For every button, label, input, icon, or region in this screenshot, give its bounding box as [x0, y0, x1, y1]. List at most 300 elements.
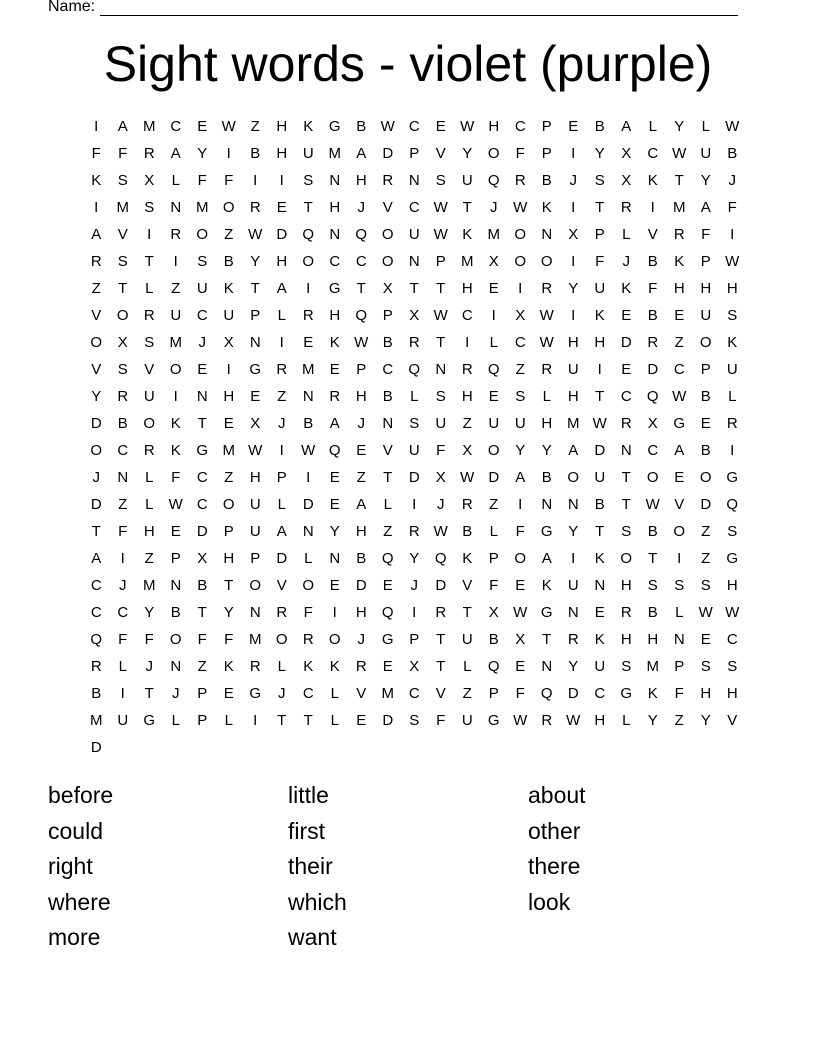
grid-letter: W — [248, 226, 263, 243]
grid-letter: X — [409, 307, 420, 324]
grid-letter: F — [515, 145, 525, 162]
grid-letter: E — [197, 118, 208, 135]
grid-letter: H — [143, 523, 155, 540]
grid-letter: R — [726, 415, 738, 432]
grid-letter: Y — [568, 658, 579, 675]
grid-letter: K — [170, 415, 181, 432]
grid-letter: B — [117, 415, 128, 432]
grid-letter: H — [700, 685, 712, 702]
grid-letter: J — [437, 496, 445, 513]
grid-letter: V — [435, 145, 446, 162]
grid-letter: M — [143, 118, 156, 135]
grid-letter: S — [117, 172, 128, 189]
grid-letter: R — [302, 631, 314, 648]
grid-letter: D — [90, 739, 102, 756]
grid-letter: M — [196, 199, 209, 216]
grid-letter: I — [306, 469, 311, 486]
grid-letter: I — [332, 604, 337, 621]
grid-letter: F — [515, 685, 525, 702]
grid-letter: T — [595, 199, 605, 216]
name-field — [48, 0, 738, 16]
grid-letter: R — [143, 307, 155, 324]
grid-letter: O — [302, 577, 315, 594]
grid-letter: L — [171, 172, 180, 189]
grid-letter: J — [145, 658, 153, 675]
grid-letter: H — [223, 550, 235, 567]
grid-letter: L — [542, 388, 551, 405]
grid-letter: P — [488, 550, 499, 567]
grid-letter: M — [143, 577, 156, 594]
grid-letter: Q — [381, 550, 394, 567]
grid-letter: W — [566, 712, 581, 729]
grid-letter: A — [674, 442, 685, 459]
grid-letter: B — [197, 577, 208, 594]
grid-letter: X — [197, 550, 208, 567]
grid-letter: I — [226, 145, 231, 162]
grid-letter: I — [412, 496, 417, 513]
grid-letter: Z — [515, 361, 525, 378]
grid-letter: I — [120, 550, 125, 567]
grid-letter: O — [567, 469, 580, 486]
grid-letter: U — [461, 172, 473, 189]
grid-letter: L — [675, 604, 684, 621]
grid-letter: E — [515, 577, 526, 594]
grid-letter: G — [673, 415, 686, 432]
grid-letter: W — [725, 604, 740, 621]
grid-letter: R — [249, 199, 261, 216]
grid-letter: Q — [726, 496, 739, 513]
grid-letter: O — [487, 145, 500, 162]
grid-letter: O — [540, 253, 553, 270]
grid-letter: W — [433, 307, 448, 324]
grid-letter: Z — [356, 469, 366, 486]
grid-letter: E — [515, 658, 526, 675]
grid-letter: Z — [277, 388, 287, 405]
grid-letter: R — [620, 604, 632, 621]
grid-letter: O — [90, 442, 103, 459]
grid-letter: C — [408, 685, 420, 702]
grid-letter: W — [354, 334, 369, 351]
grid-letter: U — [594, 469, 606, 486]
grid-letter: T — [383, 469, 393, 486]
grid-letter: R — [302, 307, 314, 324]
grid-letter: P — [541, 118, 552, 135]
grid-letter: T — [436, 631, 446, 648]
grid-letter: X — [621, 145, 632, 162]
grid-letter: B — [647, 253, 658, 270]
grid-letter: T — [462, 199, 472, 216]
grid-letter: L — [118, 658, 127, 675]
grid-letter: Z — [674, 712, 684, 729]
grid-letter: B — [541, 469, 552, 486]
grid-letter: L — [410, 388, 419, 405]
grid-letter: K — [594, 307, 605, 324]
grid-letter: O — [514, 550, 527, 567]
grid-letter: C — [408, 118, 420, 135]
grid-letter: F — [303, 604, 313, 621]
grid-letter: N — [249, 604, 261, 621]
grid-letter: N — [302, 388, 314, 405]
grid-letter: U — [223, 307, 235, 324]
grid-letter: G — [249, 685, 262, 702]
grid-letter: N — [117, 469, 129, 486]
grid-letter: Z — [383, 523, 393, 540]
grid-letter: O — [222, 199, 235, 216]
grid-letter: A — [276, 280, 287, 297]
grid-letter: O — [169, 631, 182, 648]
grid-letter: T — [303, 712, 313, 729]
grid-letter: H — [594, 334, 606, 351]
grid-letter: O — [249, 577, 262, 594]
grid-letter: P — [356, 361, 367, 378]
grid-letter: G — [328, 118, 341, 135]
grid-letter: O — [514, 226, 527, 243]
grid-letter: O — [222, 496, 235, 513]
grid-letter: V — [382, 442, 393, 459]
grid-letter: B — [356, 550, 367, 567]
grid-letter: I — [730, 442, 735, 459]
word-list-item: where — [48, 888, 111, 915]
grid-letter: T — [250, 280, 260, 297]
grid-letter: S — [621, 658, 632, 675]
grid-letter: R — [382, 172, 394, 189]
grid-letter: N — [594, 577, 606, 594]
grid-letter: N — [170, 577, 182, 594]
grid-letter: O — [90, 334, 103, 351]
grid-letter: T — [621, 496, 631, 513]
grid-letter: Q — [302, 226, 315, 243]
grid-letter: D — [408, 469, 420, 486]
grid-letter: H — [673, 280, 685, 297]
word-list-item: their — [288, 853, 333, 879]
grid-letter: Q — [355, 226, 368, 243]
grid-letter: R — [276, 361, 288, 378]
grid-letter: N — [541, 496, 553, 513]
grid-letter: R — [541, 712, 553, 729]
grid-letter: W — [248, 442, 263, 459]
grid-letter: H — [461, 280, 473, 297]
grid-letter: F — [91, 145, 101, 162]
grid-letter: U — [700, 307, 712, 324]
grid-letter: D — [488, 469, 500, 486]
grid-letter: E — [488, 280, 499, 297]
grid-letter: T — [462, 604, 472, 621]
grid-letter: V — [462, 577, 473, 594]
grid-letter: T — [436, 658, 446, 675]
grid-letter: C — [647, 145, 659, 162]
grid-letter: W — [539, 334, 554, 351]
grid-letter: F — [436, 442, 446, 459]
grid-letter: F — [144, 631, 154, 648]
grid-letter: Z — [462, 415, 472, 432]
grid-letter: Q — [487, 658, 500, 675]
grid-letter: E — [488, 388, 499, 405]
grid-letter: P — [170, 550, 181, 567]
grid-letter: Z — [171, 280, 181, 297]
grid-letter: W — [513, 199, 528, 216]
grid-letter: T — [144, 253, 154, 270]
grid-letter: Y — [409, 550, 420, 567]
grid-letter: K — [91, 172, 102, 189]
grid-letter: T — [224, 577, 234, 594]
grid-letter: P — [382, 307, 393, 324]
grid-letter: P — [223, 523, 234, 540]
grid-letter: R — [620, 415, 632, 432]
grid-letter: R — [143, 145, 155, 162]
grid-letter: M — [222, 442, 235, 459]
grid-letter: C — [726, 631, 738, 648]
grid-letter: B — [541, 172, 552, 189]
grid-letter: Y — [674, 118, 685, 135]
grid-letter: J — [357, 631, 365, 648]
grid-letter: I — [253, 172, 258, 189]
grid-letter: N — [302, 523, 314, 540]
grid-letter: J — [278, 685, 286, 702]
grid-letter: U — [170, 307, 182, 324]
grid-letter: U — [408, 442, 420, 459]
grid-letter: Z — [250, 118, 260, 135]
grid-letter: T — [674, 172, 684, 189]
grid-letter: N — [196, 388, 208, 405]
grid-letter: L — [277, 658, 286, 675]
grid-letter: B — [91, 685, 102, 702]
grid-letter: I — [94, 199, 99, 216]
grid-letter: K — [303, 118, 314, 135]
grid-letter: W — [460, 469, 475, 486]
grid-letter: R — [461, 496, 473, 513]
grid-letter: X — [621, 172, 632, 189]
grid-letter: N — [249, 334, 261, 351]
grid-letter: C — [90, 604, 102, 621]
grid-letter: J — [622, 253, 630, 270]
grid-letter: F — [118, 523, 128, 540]
grid-letter: Z — [224, 226, 234, 243]
grid-letter: W — [725, 118, 740, 135]
grid-letter: E — [303, 334, 314, 351]
grid-letter: E — [356, 712, 367, 729]
grid-letter: H — [726, 685, 738, 702]
grid-letter: K — [303, 658, 314, 675]
grid-letter: F — [118, 145, 128, 162]
grid-letter: B — [700, 388, 711, 405]
grid-letter: N — [567, 496, 579, 513]
grid-letter: E — [674, 469, 685, 486]
grid-letter: Y — [144, 604, 155, 621]
grid-letter: R — [673, 226, 685, 243]
grid-letter: D — [594, 442, 606, 459]
grid-letter: I — [253, 712, 258, 729]
grid-letter: R — [461, 361, 473, 378]
grid-letter: I — [571, 307, 576, 324]
grid-letter: N — [408, 172, 420, 189]
grid-letter: L — [622, 226, 631, 243]
grid-letter: Q — [434, 550, 447, 567]
grid-letter: W — [592, 415, 607, 432]
grid-letter: S — [700, 577, 711, 594]
grid-letter: E — [382, 577, 393, 594]
grid-letter: E — [276, 199, 287, 216]
grid-letter: I — [412, 604, 417, 621]
grid-letter: C — [170, 118, 182, 135]
grid-letter: O — [196, 226, 209, 243]
grid-letter: B — [647, 307, 658, 324]
grid-letter: K — [329, 658, 340, 675]
grid-letter: F — [515, 523, 525, 540]
grid-letter: E — [329, 496, 340, 513]
grid-letter: G — [196, 442, 209, 459]
grid-letter: L — [277, 496, 286, 513]
grid-letter: X — [647, 415, 658, 432]
grid-letter: A — [170, 145, 181, 162]
grid-letter: I — [571, 550, 576, 567]
grid-letter: G — [328, 280, 341, 297]
grid-letter: K — [223, 658, 234, 675]
grid-letter: K — [329, 334, 340, 351]
grid-letter: I — [120, 685, 125, 702]
grid-letter: G — [487, 712, 500, 729]
grid-letter: X — [488, 253, 499, 270]
grid-letter: O — [620, 550, 633, 567]
grid-letter: Y — [568, 280, 579, 297]
grid-letter: X — [144, 172, 155, 189]
grid-letter: X — [409, 658, 420, 675]
grid-letter: L — [383, 496, 392, 513]
grid-letter: Y — [700, 172, 711, 189]
grid-letter: O — [699, 469, 712, 486]
grid-letter: H — [355, 604, 367, 621]
grid-letter: U — [488, 415, 500, 432]
grid-letter: B — [303, 415, 314, 432]
word-list-item: about — [528, 782, 586, 808]
grid-letter: A — [356, 496, 367, 513]
grid-letter: I — [518, 496, 523, 513]
grid-letter: P — [488, 685, 499, 702]
grid-letter: W — [380, 118, 395, 135]
grid-letter: T — [303, 199, 313, 216]
grid-letter: T — [595, 388, 605, 405]
grid-letter: N — [170, 199, 182, 216]
grid-letter: E — [674, 307, 685, 324]
grid-letter: N — [435, 361, 447, 378]
grid-letter: C — [382, 361, 394, 378]
grid-letter: F — [674, 685, 684, 702]
grid-letter: D — [276, 226, 288, 243]
grid-letter: S — [435, 388, 446, 405]
grid-letter: C — [117, 604, 129, 621]
grid-letter: C — [408, 199, 420, 216]
grid-letter: Z — [197, 658, 207, 675]
grid-letter: Y — [462, 145, 473, 162]
grid-letter: C — [514, 334, 526, 351]
grid-letter: Q — [408, 361, 421, 378]
grid-letter: H — [276, 118, 288, 135]
grid-letter: D — [196, 523, 208, 540]
grid-letter: E — [329, 361, 340, 378]
grid-letter: Q — [381, 604, 394, 621]
grid-letter: J — [490, 199, 498, 216]
word-list-item: right — [48, 853, 93, 879]
grid-letter: L — [145, 496, 154, 513]
grid-letter: S — [409, 712, 420, 729]
grid-letter: W — [433, 523, 448, 540]
grid-letter: L — [701, 118, 710, 135]
grid-letter: B — [170, 604, 181, 621]
grid-letter: U — [461, 712, 473, 729]
grid-letter: J — [728, 172, 736, 189]
grid-letter: F — [224, 631, 234, 648]
word-list-item: little — [288, 782, 329, 808]
grid-letter: P — [409, 145, 420, 162]
grid-letter: Q — [487, 361, 500, 378]
grid-letter: M — [249, 631, 262, 648]
grid-letter: C — [647, 442, 659, 459]
grid-letter: S — [144, 334, 155, 351]
grid-letter: S — [674, 577, 685, 594]
grid-letter: J — [198, 334, 206, 351]
grid-letter: R — [249, 658, 261, 675]
grid-letter: C — [196, 307, 208, 324]
grid-letter: V — [727, 712, 738, 729]
grid-letter: H — [355, 388, 367, 405]
word-list-item: other — [528, 817, 581, 844]
grid-letter: H — [329, 199, 341, 216]
grid-letter: H — [594, 712, 606, 729]
grid-letter: H — [567, 388, 579, 405]
grid-letter: P — [250, 550, 261, 567]
grid-letter: E — [568, 118, 579, 135]
grid-letter: E — [435, 118, 446, 135]
word-list-item: want — [288, 924, 337, 950]
grid-letter: K — [674, 253, 685, 270]
grid-letter: Y — [197, 145, 208, 162]
grid-letter: B — [223, 253, 234, 270]
grid-letter: N — [620, 442, 632, 459]
grid-letter: E — [329, 577, 340, 594]
grid-letter: B — [356, 118, 367, 135]
grid-letter: R — [170, 226, 182, 243]
grid-letter: P — [197, 712, 208, 729]
grid-letter: I — [279, 172, 284, 189]
grid-letter: S — [621, 523, 632, 540]
grid-letter: S — [727, 658, 738, 675]
grid-letter: B — [594, 496, 605, 513]
grid-letter: C — [461, 307, 473, 324]
grid-letter: A — [276, 523, 287, 540]
grid-letter: P — [700, 361, 711, 378]
grid-letter: R — [355, 658, 367, 675]
grid-letter: O — [381, 226, 394, 243]
grid-letter: B — [462, 523, 473, 540]
grid-letter: S — [117, 361, 128, 378]
grid-letter: D — [382, 145, 394, 162]
grid-letter: W — [221, 118, 236, 135]
grid-letter: G — [540, 604, 553, 621]
grid-letter: G — [726, 550, 739, 567]
grid-letter: C — [620, 388, 632, 405]
grid-letter: I — [465, 334, 470, 351]
grid-letter: O — [487, 442, 500, 459]
grid-letter: V — [674, 496, 685, 513]
grid-letter: G — [249, 361, 262, 378]
grid-letter: J — [92, 469, 100, 486]
grid-letter: H — [726, 280, 738, 297]
grid-letter: L — [728, 388, 737, 405]
grid-letter: K — [462, 226, 473, 243]
grid-letter: R — [143, 442, 155, 459]
grid-letter: V — [647, 226, 658, 243]
grid-letter: U — [461, 631, 473, 648]
grid-letter: M — [169, 334, 182, 351]
